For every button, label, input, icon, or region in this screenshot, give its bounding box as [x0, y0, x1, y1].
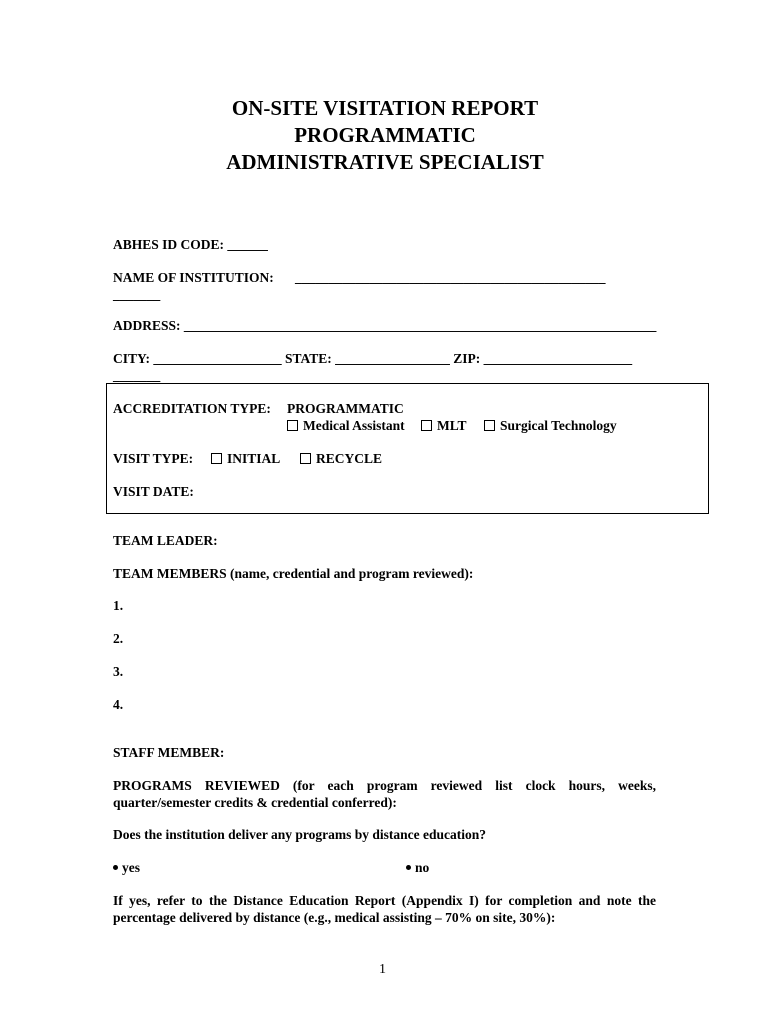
abhes-id-field: ABHES ID CODE: ______	[113, 237, 268, 252]
accreditation-type-value: PROGRAMMATIC	[287, 401, 404, 416]
visit-type-label-text: INITIAL	[227, 451, 281, 466]
city-line-continued: _______	[113, 368, 161, 383]
bullet-icon	[113, 865, 118, 870]
answer-yes[interactable]	[113, 860, 140, 876]
option-mlt[interactable]	[421, 418, 467, 434]
visit-type-initial[interactable]	[211, 451, 280, 467]
checkbox-icon	[287, 420, 298, 431]
answer-label: yes	[122, 860, 140, 875]
team-member-number-1: 1.	[113, 598, 124, 613]
accreditation-type-label: ACCREDITATION TYPE:	[113, 401, 271, 416]
programs-reviewed-line-2: quarter/semester credits & credential conferred):	[113, 795, 397, 810]
report-title-line-3: ADMINISTRATIVE SPECIALIST	[226, 150, 544, 174]
checkbox-icon	[484, 420, 495, 431]
team-members-label: TEAM MEMBERS (name, credential and program reviewed):	[113, 566, 474, 581]
programs-reviewed-line-1: PROGRAMS REVIEWED (for each program reviewed list clock hours, weeks,	[113, 778, 656, 793]
option-label: Medical Assistant	[303, 418, 405, 433]
address-field: ADDRESS: ______________________________________________________________________	[113, 318, 657, 333]
visit-type-label: VISIT TYPE:	[113, 451, 194, 466]
team-member-number-2: 2.	[113, 631, 124, 646]
team-leader-label: TEAM LEADER:	[113, 533, 218, 548]
team-member-number-3: 3.	[113, 664, 124, 679]
option-label: MLT	[437, 418, 467, 433]
distance-education-question: Does the institution deliver any programs by distance education?	[113, 827, 487, 842]
institution-line-continued: _______	[113, 287, 161, 302]
bullet-icon	[406, 865, 411, 870]
institution-line: ______________________________________________	[295, 270, 606, 285]
visit-type-label-text: RECYCLE	[316, 451, 383, 466]
answer-no[interactable]	[406, 860, 429, 876]
staff-member-label: STAFF MEMBER:	[113, 745, 225, 760]
visit-type-recycle[interactable]	[300, 451, 382, 467]
if-yes-line-2: percentage delivered by distance (e.g., medical assisting – 70% on site, 30%):	[113, 910, 556, 925]
checkbox-icon	[421, 420, 432, 431]
option-label: Surgical Technology	[500, 418, 617, 433]
city-state-zip-field: CITY: ___________________ STATE: _________________ ZIP: ______________________	[113, 351, 633, 366]
checkbox-icon	[300, 453, 311, 464]
if-yes-line-1: If yes, refer to the Distance Education Report (Appendix I) for completion and note the	[113, 893, 656, 908]
report-title-line-2: PROGRAMMATIC	[294, 123, 476, 147]
team-member-number-4: 4.	[113, 697, 124, 712]
page-number: 1	[379, 962, 386, 977]
report-title-line-1: ON-SITE VISITATION REPORT	[231, 96, 539, 120]
visit-date-label: VISIT DATE:	[113, 484, 194, 499]
option-surgical-technology[interactable]	[484, 418, 617, 434]
institution-label: NAME OF INSTITUTION:	[113, 270, 274, 285]
option-medical-assistant[interactable]	[287, 418, 405, 434]
checkbox-icon	[211, 453, 222, 464]
answer-label: no	[415, 860, 430, 875]
